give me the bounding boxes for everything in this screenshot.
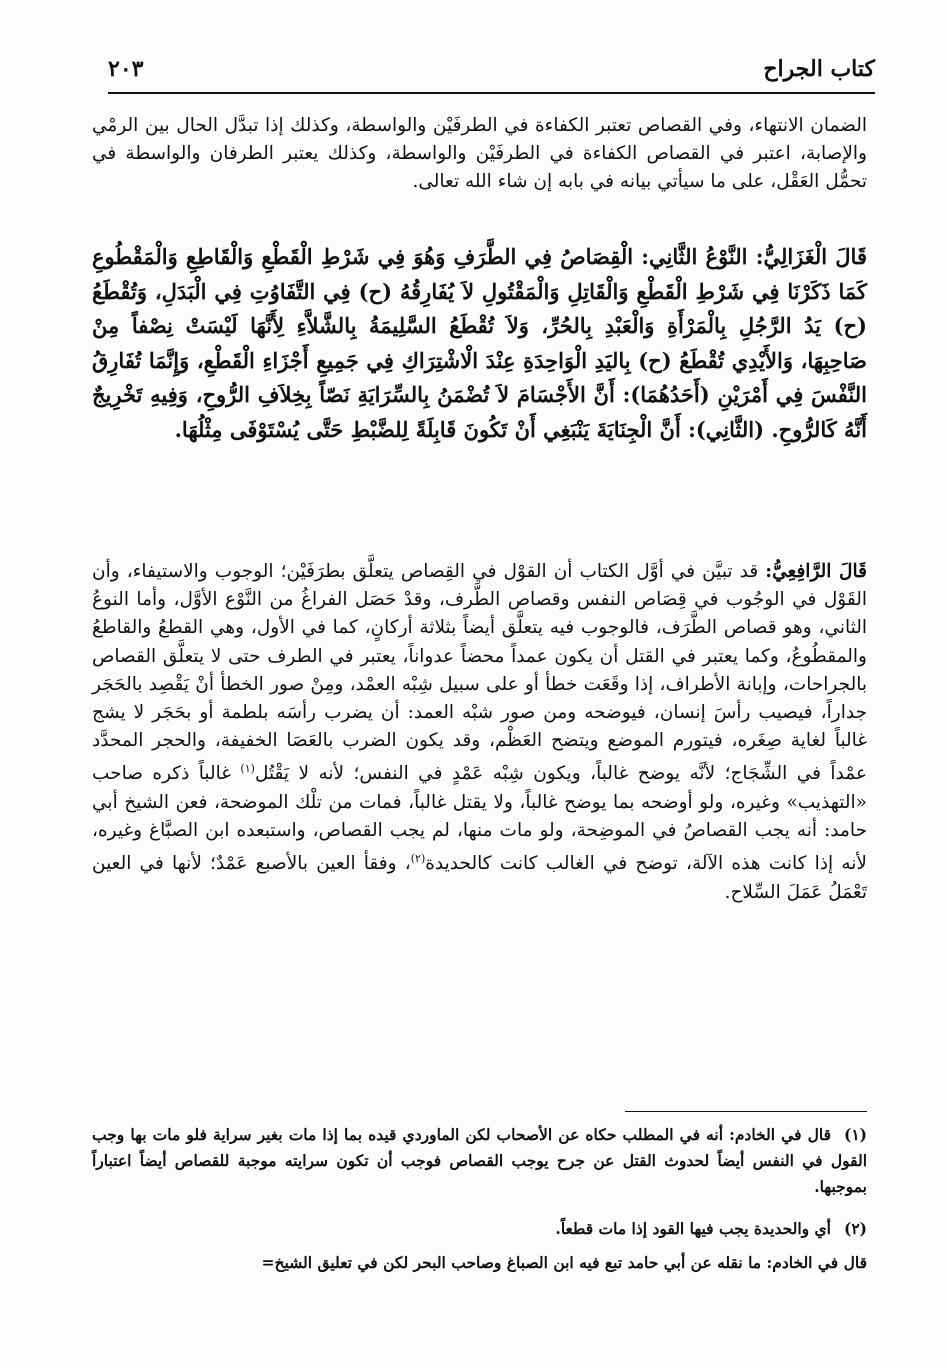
footnote-text: قال في الخادم: أنه في المطلب حكاه عن الأصحاب لكن الماوردي قيده بما إذا مات بغير سراية فلو مات بها وجب القول في النفس أيضاً لحدوث القتل عن جرح يوجب القصاص فوجب أن تكون سرايته موجبة للقصاص أيضاً اعتباراً بموجبها. (92, 1125, 867, 1196)
ghazali-text: النَّوْعُ الثَّانِي: الْقِصَاصُ فِي الطَّرَفِ وَهُوَ فِي شَرْطِ الْقَطْعِ وَالْقَاطِعِ وَالْمَقْطُوعِ كَمَا ذَكَرْنَا فِي شَرْطِ الْقَطْعِ وَالْقَاتِلِ وَالْمَقْتُولِ لاَ يُفَارِقُهُ (ح) فِي التَّفَاوُتِ فِي الْبَدَلِ، وَتُقْطَعُ (ح) يَدُ الرَّجُلِ بِالْمَرْأَةِ وَالْعَبْدِ بِالحُرِّ، وَلاَ تُقْطَعُ السَّلِيمَةُ بِالشَّلاَّءِ لِأَنَّهَا لَيْسَتْ نِصْفاً مِنْ صَاحِبِهَا، وَالأَيْدِي تُقْطَعُ (ح) بِاليَدِ الْوَاحِدَةِ عِنْدَ الْاشْتِرَاكِ فِي جَمِيعِ أَجْزَاءِ الْقَطْعِ، وَإِنَّمَا تُفَارِقُ النَّفْسَ فِي أَمْرَيْنِ (أَحَدُهُمَا): أَنَّ الأَجْسَامَ لاَ تُضْمَنُ بِالسِّرَايَةِ نَصّاً بِخِلاَفِ الرُّوحِ، وَفِيهِ تَخْرِيجٌ أَنَّهُ كَالرُّوحِ. (الثَّانِي): أَنَّ الْجِنَايَةَ يَنْبَغِي أَنْ تَكُونَ قَابِلَةً لِلضَّبْطِ حَتَّى يُسْتَوْفَى مِثْلُهَا. (92, 244, 867, 442)
paragraph-continuation (92, 112, 867, 196)
rafii-lead: قَالَ الرَّافِعِيُّ: (765, 561, 867, 582)
footnote-1 (92, 1122, 867, 1200)
footnote-number: (١) (843, 1125, 867, 1144)
footnote-2 (92, 1216, 867, 1242)
paragraph-text: الضمان الانتهاء، وفي القصاص تعتبر الكفاءة في الطرفَيْن والواسطة، وكذلك إذا تبدَّل الحال بين الرمْي والإصابة، اعتبر في القصاص الكفاءة في الطرفَيْن والواسطة، وكذلك يعتبر الطرفان والواسطة في تحمُّل العَقْل، على ما سيأتي بيانه في بابه إن شاء الله تعالى. (92, 115, 868, 192)
ghazali-lead: قَالَ الْغَزَالِيُّ: (755, 244, 867, 269)
rafii-text-3: ، وفقأ العين بالأصبع عَمْدٌ؛ لأنها في العين تَعْمَلُ عَمَلَ السِّلاح. (92, 853, 867, 903)
running-title: كتاب الجراح (763, 56, 875, 82)
ghazali-quote-paragraph (92, 240, 867, 448)
footnote-ref-1: (١) (240, 762, 255, 776)
footnote-text: قال في الخادم: ما نقله عن أبي حامد تبع فيه ابن الصباغ وصاحب البحر لكن في تعليق الشيخ= (261, 1253, 867, 1272)
page-number: ٢٠٣ (108, 56, 144, 82)
rafii-text-2: غالباً ذكره صاحب «التهذيب» وغيره، ولو أوضحه بما يوضح غالباً، ولا يقتل غالباً، فمات من تلْك الموضحة، فعن الشيخ أبي حامد: أنه يجب القصاصُ في الموضِحة، ولو مات منها، لم يجب القصاص، واستبعده ابن الصبَّاغ وغيره، لأنه إذا كانت هذه الآلة، توضح في الغالب كانت كالحديدة (92, 763, 867, 875)
header-rule (108, 92, 875, 94)
footnote-rule (625, 1111, 867, 1112)
footnote-ref-2: (٢) (410, 852, 426, 866)
rafii-text-1: قد تبيَّن في أوَّل الكتاب أن القوْل في القِصاص يتعلَّق بطرَفَيْن؛ الوجوب والاستيفاء، وأن القَوْل في الوجُوب في قِصَاص النفس وقصاص الطَّرف، وقدْ حَصَل الفراغُ من النَّوْع الأوَّل، وأما النوعُ الثاني، وهو قصاص الطَّرَف، فالوجوب فيه يتعلَّق أيضاً بثلاثة أركانٍ، كما في الأول، وهي القطعُ والقاطعُ والمقطُوعُ، وكما يعتبر في القتل أن يكون عمداً محضاً عدواناً، يعتبر في الطرف حتى لا يتعلَّق القصاص بالجراحات، وإبانة الأطراف، إذا وقَعَت خطأ أو على سبيل شِبْه العمْد، ومِنْ صور الخطأ أنْ يَقْصِد بالحَجَر جداراً، فيصيب رأسَ إنسان، فيوضحه ومن صور شبْه العمد: أن يضرب رأسَه بلطمة أو بحَجَر لا يشج غالباً لغاية صِغَره، فيتورم الموضع ويتضح العَظْم، وقد يكون الضرب بالعَصَا الخفيفة، والحجر المحدَّد عمْداً في الشِّجَاج؛ لأنَّه يوضح غالباً، ويكون شِبْه عَمْدٍ في النفس؛ لأنه لا يَقْتُل (92, 561, 867, 785)
footnote-number: (٢) (843, 1219, 867, 1238)
page-header (108, 52, 875, 92)
rafii-commentary-paragraph (92, 558, 867, 907)
footnote-continuation (92, 1250, 867, 1276)
footnote-text: أي والحديدة يجب فيها القود إذا مات قطعاً. (555, 1219, 831, 1238)
